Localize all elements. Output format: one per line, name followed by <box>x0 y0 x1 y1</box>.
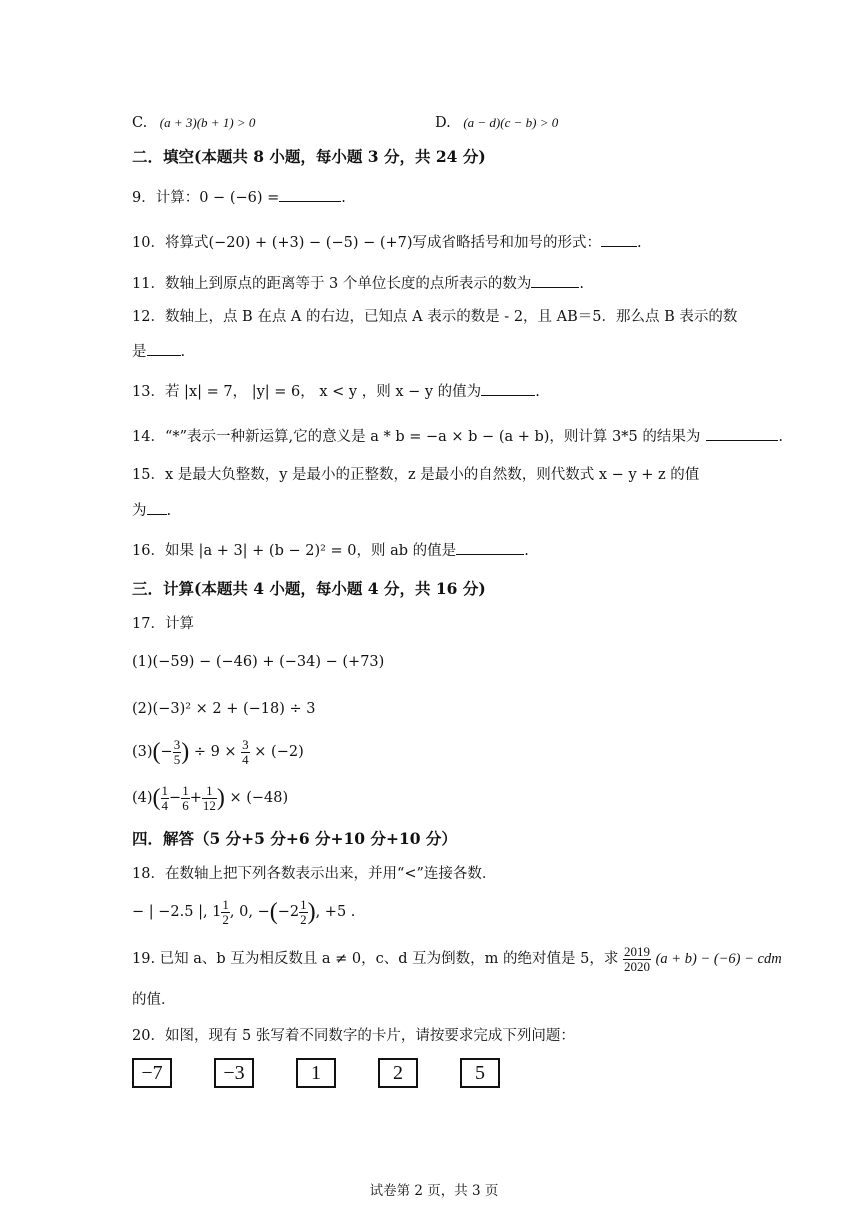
question-15-prefix: 为 <box>132 503 147 519</box>
question-16-end: . <box>524 543 529 559</box>
question-17-part-3: (3)(− $\frac{3}{5}$ ) ÷ 9 × $\frac{3}{4}$ × (−2) <box>132 736 304 767</box>
question-12-line2 <box>132 341 185 362</box>
number-card: 1 <box>296 1058 336 1088</box>
answer-blank[interactable] <box>481 381 535 396</box>
question-15-end: . <box>166 503 172 519</box>
fraction: $\frac{1}{12}$ <box>202 782 216 813</box>
fraction: $\frac{1}{2}$ <box>300 896 307 927</box>
question-13-end: . <box>535 384 540 400</box>
question-18-numbers: − | −2.5 |, 1 $\frac{1}{2}$ , 0, −(−2 $\frac{1}{2}$ ), +5 . <box>132 896 356 927</box>
question-14-text: 14．“*”表示一种新运算,它的意义是 a * b = −a × b − (a + b)，则计算 3*5 的结果为 <box>132 429 701 445</box>
question-12-line1: 12．数轴上，点 B 在点 A 的右边，已知点 A 表示的数是 - 2，且 AB＝5．那么点 B 表示的数 <box>132 309 738 325</box>
question-11 <box>132 273 584 294</box>
section-3-title: 三．计算(本题共 4 小题，每小题 4 分，共 16 分) <box>132 579 486 598</box>
fraction: $\frac{2019}{2020}$ <box>623 943 650 974</box>
option-d-expr: (a − d)(c − b) > 0 <box>463 115 559 130</box>
fraction: $\frac{3}{5}$ <box>173 736 181 767</box>
option-d <box>435 113 558 133</box>
numbers-part: , +5 . <box>315 904 356 920</box>
section-2-title: 二．填空(本题共 8 小题，每小题 3 分，共 24 分) <box>132 147 486 166</box>
option-c-expr: (a + 3)(b + 1) > 0 <box>159 115 256 130</box>
question-17-part-1: (1)(−59) − (−46) + (−34) − (+73) <box>132 654 385 670</box>
number-card: 5 <box>460 1058 500 1088</box>
question-14-end: . <box>778 429 783 445</box>
question-13-text: 13．若 |x| = 7， |y| = 6， x < y ，则 x − y 的值为 <box>132 384 482 400</box>
question-15-line1: 15．x 是最大负整数，y 是最小的正整数，z 是最小的自然数，则代数式 x − y + z 的值 <box>132 467 700 483</box>
answer-blank[interactable] <box>531 273 579 288</box>
question-20: 20．如图，现有 5 张写着不同数字的卡片，请按要求完成下列问题： <box>132 1028 575 1044</box>
fraction: $\frac{3}{4}$ <box>242 736 249 767</box>
question-11-end: . <box>579 276 585 292</box>
question-19-line2: 的值． <box>132 992 176 1008</box>
number-card: −3 <box>214 1058 254 1088</box>
question-17-part-2: (2)(−3)² × 2 + (−18) ÷ 3 <box>132 701 316 717</box>
answer-blank[interactable] <box>601 232 637 247</box>
part-3-mid: ÷ 9 × <box>193 744 237 760</box>
question-11-text: 11．数轴上到原点的距离等于 3 个单位长度的点所表示的数为 <box>132 276 532 292</box>
question-9 <box>132 187 346 208</box>
page-footer: 试卷第 2 页，共 3 页 <box>369 1183 499 1199</box>
numbers-part: −2 <box>277 904 300 920</box>
question-10 <box>132 232 642 253</box>
question-10-end: . <box>637 235 642 251</box>
question-16-text: 16．如果 |a + 3| + (b − 2)² = 0，则 ab 的值是 <box>132 543 457 559</box>
question-12-prefix: 是 <box>132 344 147 360</box>
fraction: $\frac{1}{2}$ <box>222 896 229 927</box>
numbers-part: , 0, − <box>229 904 270 920</box>
question-10-text: 10．将算式(−20) + (+3) − (−5) − (+7)写成省略括号和加号的形式： <box>132 235 602 251</box>
option-d-label: D. <box>435 115 451 131</box>
option-c <box>132 113 255 133</box>
answer-blank[interactable] <box>147 341 181 356</box>
question-9-end: . <box>341 190 346 206</box>
fraction: $\frac{1}{4}$ <box>161 782 169 813</box>
question-19-expr: (a + b) − (−6) − cdm <box>655 951 782 967</box>
number-card: 2 <box>378 1058 418 1088</box>
part-3-end: × (−2) <box>254 744 304 760</box>
part-4-prefix: (4) <box>132 790 153 806</box>
question-9-text: 9．计算：0 − (−6) = <box>132 190 280 206</box>
question-17-title: 17．计算 <box>132 616 194 632</box>
question-16 <box>132 540 529 561</box>
question-18: 18．在数轴上把下列各数表示出来，并用“<”连接各数． <box>132 866 497 882</box>
question-19 <box>132 941 782 977</box>
answer-blank[interactable] <box>706 426 778 441</box>
fraction: $\frac{1}{6}$ <box>182 782 189 813</box>
answer-blank[interactable] <box>456 540 524 555</box>
part-4-end: × (−48) <box>229 790 289 806</box>
question-13 <box>132 381 540 402</box>
question-14 <box>132 426 783 447</box>
part-3-prefix: (3) <box>132 744 153 760</box>
question-19-text: 19. 已知 a、b 互为相反数且 a ≠ 0，c、d 互为倒数，m 的绝对值是 5，求 <box>132 951 619 967</box>
option-c-label: C. <box>132 115 148 131</box>
number-card: −7 <box>132 1058 172 1088</box>
answer-blank[interactable] <box>279 187 341 202</box>
numbers-part: − | −2.5 |, 1 <box>132 904 222 920</box>
section-4-title: 四．解答（5 分+5 分+6 分+10 分+10 分） <box>132 829 457 848</box>
question-15-line2 <box>132 500 171 521</box>
question-12-end: . <box>180 344 186 360</box>
answer-blank[interactable] <box>147 500 167 515</box>
question-17-part-4: (4)( $\frac{1}{4}$ − $\frac{1}{6}$ + $\frac{1}{12}$ ) × (−48) <box>132 782 289 813</box>
